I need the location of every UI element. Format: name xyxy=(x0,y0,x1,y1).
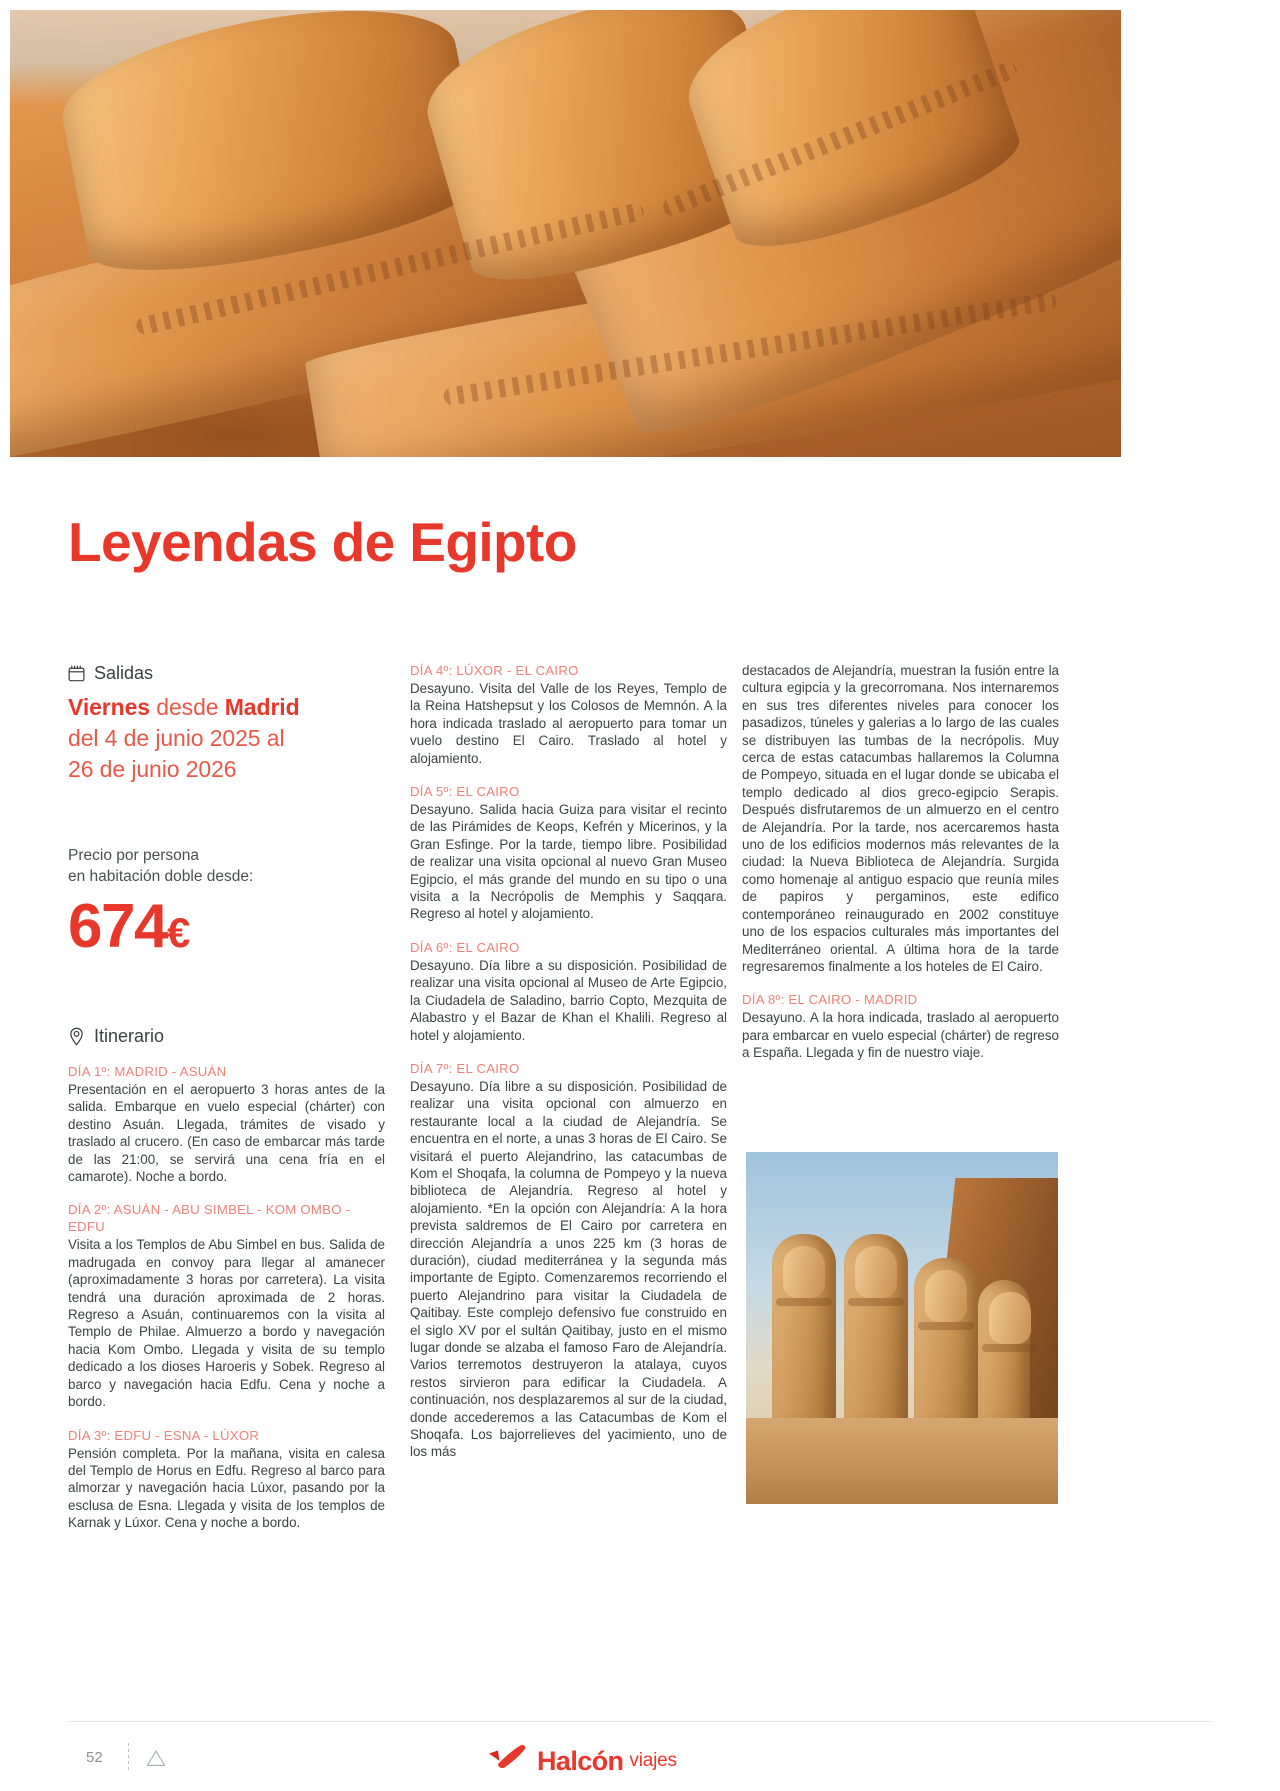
departure-day-city xyxy=(68,692,385,723)
column-left xyxy=(68,662,385,1532)
day-body-8: Desayuno. A la hora indicada, traslado al aeropuerto para embarcar en vuelo especial (chárter) de regreso a España. Llegada y fin de nuestro viaje. xyxy=(742,1010,1059,1061)
price-value xyxy=(68,893,385,967)
hero-image-art xyxy=(10,10,1121,457)
abu-simbel-colossus-1 xyxy=(772,1234,836,1430)
day-body-3: Pensión completa. Por la mañana, visita en calesa del Templo de Horus en Edfu. Regreso al barco para almorzar y navegación hacia Lúxor, pasando por la esclusa de Esna. Llegada y visita de los templos de Karnak y Lúxor. Cena y noche a bordo. xyxy=(68,1445,385,1531)
page-title: Leyendas de Egipto xyxy=(68,511,577,573)
halcon-check-icon xyxy=(487,1743,531,1778)
itinerary-header xyxy=(68,1025,385,1047)
price-amount: 674 xyxy=(68,892,167,961)
day-7-continuation: destacados de Alejandría, muestran la fusión entre la cultura egipcia y la grecorromana. Nos internaremos en sus tres diferentes niveles para conocer los pasadizos, túneles y galerias a lo largo de las cuales se distribuyen las tumbas de la necrópolis. Muy cerca de estas catacumbas hallaremos la Columna de Pompeyo, situada en el lugar donde se ubicaba el templo dedicado al dios greco-egipcio Serapis. Después disfrutaremos de un almuerzo en el centro de Alejandría. Por la tarde, nos acercaremos hasta uno de los edificios modernos más relevantes de la ciudad: la Nueva Biblioteca de Alejandría. Surgida como homenaje al antiguo espacio que reunía miles de papiros y pergaminos, este edifico contemporáneo reinaugurado en 2002 constituye uno de los espacios culturales más importantes del Mediterráneo oriental. A última hora de la tarde regresaremos finalmente a los hoteles de El Cairo. xyxy=(742,663,1059,974)
price-label-line2: en habitación doble desde: xyxy=(68,868,254,885)
column-right xyxy=(742,662,1059,1062)
day-body-1: Presentación en el aeropuerto 3 horas antes de la salida. Embarque en vuelo especial (chárter) con destino Asuán. Llegada, trámites de visado y traslado al crucero. (En caso de embarcar más tarde de las 21:00, se servirá una cena fría en el camarote). Noche a bordo. xyxy=(68,1082,385,1185)
departure-connector: desde xyxy=(150,694,225,720)
day-title-6: DÍA 6º: EL CAIRO xyxy=(410,939,520,955)
day-body-2: Visita a los Templos de Abu Simbel en bus. Salida de madrugada en convoy para llegar al amanecer (aproximadamente 3 horas por carretera). La visita tendrá una duración aproximada de 2 horas. Regreso a Asuán, continuaremos con la visita al Templo de Philae. Almuerzo a bordo y navegación hacia Kom Ombo. Llegada y visita de su templo dedicado a los dioses Haroeris y Sobek. Regreso al barco y navegación hacia Edfu. Cena y noche a bordo. xyxy=(68,1237,385,1410)
day-body-6: Desayuno. Día libre a su disposición. Posibilidad de realizar una visita opcional al Museo de Arte Egipcio, la Ciudadela de Saladino, barrio Copto, Mezquita de Alabastro y el Bazar de Khan el Khalili. Regreso al hotel y alojamiento. xyxy=(410,957,727,1043)
page-number: 52 xyxy=(86,1749,103,1766)
calendar-icon xyxy=(68,665,85,682)
location-pin-icon xyxy=(68,1027,85,1046)
abu-simbel-colossus-3 xyxy=(914,1258,978,1430)
logo-subword: viajes xyxy=(629,1750,677,1771)
price-label-line1: Precio por persona xyxy=(68,847,199,864)
day-title-5: DÍA 5º: EL CAIRO xyxy=(410,784,520,800)
abu-simbel-base xyxy=(746,1418,1058,1504)
price-currency: € xyxy=(166,909,190,956)
day-title-4: DÍA 4º: LÚXOR - EL CAIRO xyxy=(410,663,579,678)
triangle-icon xyxy=(146,1749,166,1772)
day-title-8: DÍA 8º: EL CAIRO - MADRID xyxy=(742,992,918,1008)
day-title-2: DÍA 2º: ASUÁN - ABU SIMBEL - KOM OMBO - EDFU xyxy=(68,1202,351,1235)
hero-image xyxy=(10,10,1121,457)
departure-city: Madrid xyxy=(224,694,300,720)
column-middle xyxy=(410,662,727,1461)
departure-date-range-line1: del 4 de junio 2025 al xyxy=(68,725,285,751)
abu-simbel-photo xyxy=(746,1152,1058,1504)
abu-simbel-colossus-4 xyxy=(978,1280,1030,1430)
halcon-viajes-logo xyxy=(487,1743,677,1778)
day-body-7: Desayuno. Día libre a su disposición. Posibilidad de realizar una visita opcional con almuerzo en restaurante local a la ciudad de Alejandría. Se encuentra en el norte, a unas 3 horas de El Cairo. Se visitará el puerto Alejandrino, las catacumbas de Kom el Shoqafa, la columna de Pompeyo y la nueva biblioteca de Alejandría. Regreso al hotel y alojamiento. *En la opción con Alejandría: A la hora prevista saldremos de El Cairo por carretera en dirección Alejandría a unos 225 km (3 horas de duración), ciudad mediterránea y la segunda más importante de Egipto. Comenzaremos recorriendo el puerto Alejandrino para visitar la Ciudadela de Qaitibay. Este complejo defensivo fue construido en el siglo XV por el sultán Qaitibay, justo en el mismo lugar donde se alzaba el famoso Faro de Alejandría. Varios terremotos destruyeron la atalaya, cuyos restos sirvieron para edificar la Ciudadela. A continuación, nos desplazaremos al sur de la ciudad, donde accederemos a las Catacumbas de Kom el Shoqafa. Los bajorrelieves del yacimiento, uno de los más xyxy=(410,1078,727,1460)
page-footer xyxy=(0,1721,1280,1791)
day-title-7: DÍA 7º: EL CAIRO xyxy=(410,1060,520,1076)
day-body-4: Desayuno. Visita del Valle de los Reyes, Templo de la Reina Hatshepsut y los Colosos de Memnón. A la hora indicada traslado al aeropuerto para tomar un vuelo destino El Cairo. Traslado al hotel y alojamiento. xyxy=(410,681,727,766)
itinerary-heading-label: Itinerario xyxy=(94,1026,165,1046)
departure-date-range-line2: 26 de junio 2026 xyxy=(68,756,237,782)
departure-weekday: Viernes xyxy=(68,694,150,720)
footer-divider xyxy=(68,1721,1212,1722)
abu-simbel-colossus-2 xyxy=(844,1234,908,1430)
day-title-3: DÍA 3º: EDFU - ESNA - LÚXOR xyxy=(68,1427,260,1443)
logo-wordmark: Halcón xyxy=(537,1745,624,1776)
day-body-5: Desayuno. Salida hacia Guiza para visitar el recinto de las Pirámides de Keops, Kefrén y Micerinos, y la Gran Esfinge. Por la tarde, tiempo libre. Posibilidad de realizar una visita opcional al nuevo Gran Museo Egipcio, el más grande del mundo en su tipo o una visita a la Necrópolis de Memphis y Saqqara. Regreso al hotel y alojamiento. xyxy=(410,802,727,922)
departures-heading-label: Salidas xyxy=(94,663,154,683)
footer-vertical-divider xyxy=(128,1743,129,1773)
day-title-1: DÍA 1º: MADRID - ASUÁN xyxy=(68,1064,227,1079)
departures-header xyxy=(68,662,385,684)
